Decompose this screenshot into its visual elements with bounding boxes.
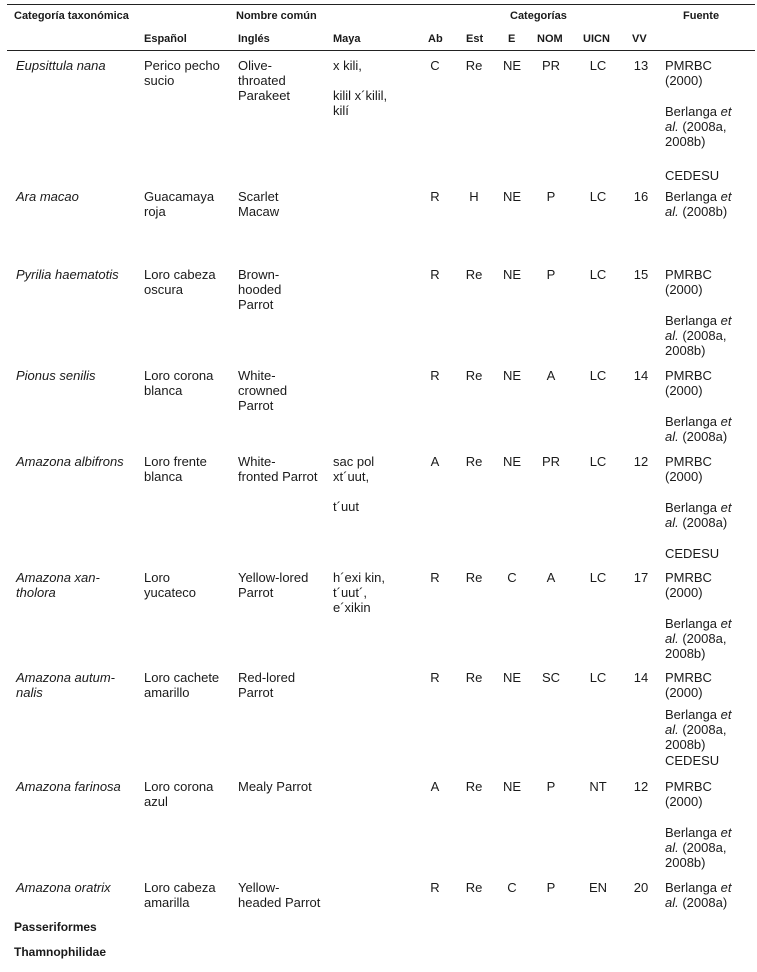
common-name-spanish-line: Loro: [144, 570, 171, 585]
vulnerability-value: 14: [633, 670, 649, 685]
source-reference: CEDESU: [665, 753, 720, 768]
header-vv: VV: [632, 33, 647, 45]
common-name-spanish: [144, 779, 234, 809]
vulnerability-value: 17: [633, 570, 649, 585]
endemism-value: NE: [502, 58, 522, 73]
header-uicn: UICN: [583, 33, 610, 45]
source-reference: [665, 189, 745, 219]
nom-category-value: P: [546, 779, 556, 794]
common-name-maya-line: kilil x´kilil,: [333, 88, 388, 103]
common-name-english-line: throated: [238, 73, 286, 88]
source-reference: PMRBC (2000): [665, 670, 712, 700]
common-name-maya-line: e´xikin: [333, 600, 371, 615]
common-name-maya: [333, 58, 423, 118]
common-name-english-line: Parrot: [238, 297, 274, 312]
header-ingles: Inglés: [238, 33, 270, 45]
header-est: Est: [466, 33, 484, 45]
endemism-value: C: [507, 880, 517, 895]
common-name-spanish: [144, 670, 234, 700]
common-name-spanish-line: blanca: [144, 469, 183, 484]
common-name-spanish-line: blanca: [144, 383, 183, 398]
source-author: Berlanga: [665, 616, 721, 631]
common-name-spanish-line: roja: [144, 204, 166, 219]
source-reference: CEDESU: [665, 546, 720, 561]
endemism-value: C: [507, 570, 517, 585]
status-value: H: [469, 189, 479, 204]
source-author: Berlanga: [665, 414, 721, 429]
nom-category-value: PR: [541, 454, 561, 469]
source-year: (2008a, 2008b): [665, 328, 727, 358]
source-author: Berlanga: [665, 500, 721, 515]
source-reference: PMRBC (2000): [665, 570, 712, 600]
uicn-category-value: LC: [589, 58, 607, 73]
abundance-value: R: [430, 670, 440, 685]
abundance-value: C: [430, 58, 440, 73]
nom-category-value: A: [546, 368, 556, 383]
common-name-english-line: headed Parrot: [238, 895, 321, 910]
source-reference: [665, 104, 745, 149]
common-name-english: [238, 368, 330, 413]
source-reference: PMRBC (2000): [665, 267, 712, 297]
vulnerability-value: 13: [633, 58, 649, 73]
common-name-maya-line: xt´uut,: [333, 469, 370, 484]
species-name: Pyrilia haematotis: [16, 267, 119, 282]
endemism-value: NE: [502, 670, 522, 685]
header-e: E: [508, 33, 516, 45]
source-reference: PMRBC (2000): [665, 58, 712, 88]
common-name-spanish: [144, 368, 234, 398]
common-name-english: [238, 189, 330, 219]
abundance-value: R: [430, 880, 440, 895]
common-name-english-line: Red-lored: [238, 670, 296, 685]
source-author: Berlanga: [665, 104, 721, 119]
common-name-english-line: White-: [238, 454, 276, 469]
source-reference: [665, 616, 745, 661]
common-name-english-line: fronted Parrot: [238, 469, 318, 484]
species-name-part: Amazona xan-: [16, 570, 100, 585]
common-name-spanish: [144, 58, 234, 88]
source-year: (2008b): [678, 204, 728, 219]
vulnerability-value: 12: [633, 779, 649, 794]
common-name-maya-line: h´exi kin,: [333, 570, 386, 585]
source-reference: PMRBC (2000): [665, 779, 712, 809]
source-etal: et al.: [665, 500, 732, 530]
common-name-english-line: Parrot: [238, 398, 274, 413]
species-name: [16, 670, 141, 700]
endemism-value: NE: [502, 368, 522, 383]
source-reference: [665, 825, 745, 870]
source-author: Berlanga: [665, 707, 721, 722]
common-name-english-line: Scarlet: [238, 189, 279, 204]
common-name-english-line: hooded: [238, 282, 282, 297]
source-reference: PMRBC (2000): [665, 368, 712, 398]
vulnerability-value: 12: [633, 454, 649, 469]
header-espanol: Español: [144, 33, 187, 45]
status-value: Re: [465, 454, 483, 469]
uicn-category-value: LC: [589, 454, 607, 469]
species-name: Pionus senilis: [16, 368, 96, 383]
header-categoria-taxonomica: Categoría taxonómica: [14, 10, 129, 22]
common-name-spanish: [144, 570, 234, 600]
status-value: Re: [465, 880, 483, 895]
common-name-spanish: [144, 267, 234, 297]
common-name-english-line: Olive-: [238, 58, 272, 73]
uicn-category-value: NT: [589, 779, 607, 794]
common-name-english-line: Mealy Parrot: [238, 779, 312, 794]
common-name-maya-line: t´uut: [333, 499, 360, 514]
nom-category-value: P: [546, 189, 556, 204]
common-name-english: [238, 880, 330, 910]
species-name-part: tholora: [16, 585, 56, 600]
common-name-english-line: crowned: [238, 383, 288, 398]
abundance-value: R: [430, 368, 440, 383]
source-author: Berlanga: [665, 189, 721, 204]
source-author: Berlanga: [665, 825, 721, 840]
common-name-english-line: Macaw: [238, 204, 280, 219]
source-reference: PMRBC (2000): [665, 454, 712, 484]
table-top-rule: [7, 4, 755, 5]
nom-category-value: P: [546, 267, 556, 282]
uicn-category-value: LC: [589, 570, 607, 585]
common-name-english: [238, 670, 330, 700]
common-name-spanish-line: Loro corona: [144, 779, 214, 794]
common-name-english-line: Parakeet: [238, 88, 291, 103]
status-value: Re: [465, 58, 483, 73]
header-categorias: Categorías: [510, 10, 567, 22]
vulnerability-value: 15: [633, 267, 649, 282]
vulnerability-value: 14: [633, 368, 649, 383]
species-name: Eupsittula nana: [16, 58, 106, 73]
common-name-spanish-line: amarilla: [144, 895, 190, 910]
common-name-spanish-line: Loro frente: [144, 454, 207, 469]
source-reference: [665, 313, 745, 358]
header-ab: Ab: [428, 33, 443, 45]
common-name-spanish-line: Loro corona: [144, 368, 214, 383]
species-name: Amazona albifrons: [16, 454, 124, 469]
status-value: Re: [465, 368, 483, 383]
header-maya: Maya: [333, 33, 361, 45]
abundance-value: R: [430, 189, 440, 204]
vulnerability-value: 20: [633, 880, 649, 895]
source-year: (2008a, 2008b): [665, 722, 727, 752]
uicn-category-value: LC: [589, 368, 607, 383]
common-name-maya-line: [333, 484, 423, 499]
endemism-value: NE: [502, 267, 522, 282]
source-reference: [665, 414, 745, 444]
common-name-spanish-line: yucateco: [144, 585, 197, 600]
status-value: Re: [465, 670, 483, 685]
common-name-spanish-line: Guacamaya: [144, 189, 215, 204]
common-name-english-line: White-: [238, 368, 276, 383]
common-name-english-line: Brown-: [238, 267, 280, 282]
header-fuente: Fuente: [683, 10, 720, 22]
source-author: Berlanga: [665, 313, 721, 328]
common-name-spanish-line: sucio: [144, 73, 175, 88]
status-value: Re: [465, 779, 483, 794]
abundance-value: R: [430, 570, 440, 585]
group-label-passeriformes: Passeriformes: [14, 920, 97, 934]
common-name-spanish-line: oscura: [144, 282, 184, 297]
source-year: (2008a, 2008b): [665, 119, 727, 149]
nom-category-value: P: [546, 880, 556, 895]
vulnerability-value: 16: [633, 189, 649, 204]
source-year: (2008a, 2008b): [665, 840, 727, 870]
source-etal: et al.: [665, 707, 732, 737]
source-etal: et al.: [665, 313, 732, 343]
common-name-english-line: Yellow-lored: [238, 570, 309, 585]
status-value: Re: [465, 267, 483, 282]
source-etal: et al.: [665, 825, 732, 855]
common-name-spanish-line: Perico pecho: [144, 58, 220, 73]
abundance-value: R: [430, 267, 440, 282]
source-reference: [665, 707, 745, 752]
source-etal: et al.: [665, 414, 732, 444]
common-name-spanish-line: azul: [144, 794, 168, 809]
uicn-category-value: EN: [588, 880, 608, 895]
common-name-english-line: Yellow-: [238, 880, 280, 895]
source-reference: CEDESU: [665, 168, 720, 183]
source-year: (2008a): [678, 895, 728, 910]
uicn-category-value: LC: [589, 267, 607, 282]
species-name: [16, 570, 141, 600]
abundance-value: A: [430, 779, 440, 794]
common-name-maya: [333, 570, 423, 615]
common-name-spanish-line: Loro cabeza: [144, 880, 216, 895]
source-etal: et al.: [665, 616, 732, 646]
source-year: (2008a, 2008b): [665, 631, 727, 661]
source-etal: et al.: [665, 104, 732, 134]
common-name-spanish: [144, 454, 234, 484]
uicn-category-value: LC: [589, 189, 607, 204]
species-name: Amazona farinosa: [16, 779, 121, 794]
species-name: Ara macao: [16, 189, 79, 204]
common-name-spanish-line: amarillo: [144, 685, 190, 700]
nom-category-value: SC: [541, 670, 561, 685]
common-name-english: [238, 570, 330, 600]
abundance-value: A: [430, 454, 440, 469]
common-name-spanish: [144, 880, 234, 910]
common-name-maya-line: t´uut´,: [333, 585, 367, 600]
source-etal: et al.: [665, 189, 732, 219]
source-etal: et al.: [665, 880, 732, 910]
source-reference: [665, 500, 745, 530]
common-name-english: [238, 454, 330, 484]
common-name-maya: [333, 454, 423, 514]
status-value: Re: [465, 570, 483, 585]
source-reference: [665, 880, 745, 910]
common-name-maya-line: sac pol: [333, 454, 375, 469]
source-author: Berlanga: [665, 880, 721, 895]
species-name-part: nalis: [16, 685, 43, 700]
common-name-english-line: Parrot: [238, 685, 274, 700]
nom-category-value: A: [546, 570, 556, 585]
endemism-value: NE: [502, 779, 522, 794]
common-name-maya-line: kilí: [333, 103, 349, 118]
group-label-thamnophilidae: Thamnophilidae: [14, 945, 107, 959]
species-name-part: Amazona autum-: [16, 670, 115, 685]
uicn-category-value: LC: [589, 670, 607, 685]
common-name-maya-line: [333, 73, 423, 88]
source-year: (2008a): [678, 429, 728, 444]
common-name-spanish: [144, 189, 234, 219]
common-name-english-line: Parrot: [238, 585, 274, 600]
source-year: (2008a): [678, 515, 728, 530]
common-name-english: [238, 779, 330, 794]
common-name-english: [238, 267, 330, 312]
header-nombre-comun: Nombre común: [236, 10, 317, 22]
species-name: Amazona oratrix: [16, 880, 111, 895]
header-nom: NOM: [537, 33, 563, 45]
common-name-spanish-line: Loro cabeza: [144, 267, 216, 282]
endemism-value: NE: [502, 189, 522, 204]
nom-category-value: PR: [541, 58, 561, 73]
header-bottom-rule: [7, 50, 755, 51]
common-name-spanish-line: Loro cachete: [144, 670, 220, 685]
common-name-maya-line: x kili,: [333, 58, 362, 73]
endemism-value: NE: [502, 454, 522, 469]
common-name-english: [238, 58, 330, 103]
